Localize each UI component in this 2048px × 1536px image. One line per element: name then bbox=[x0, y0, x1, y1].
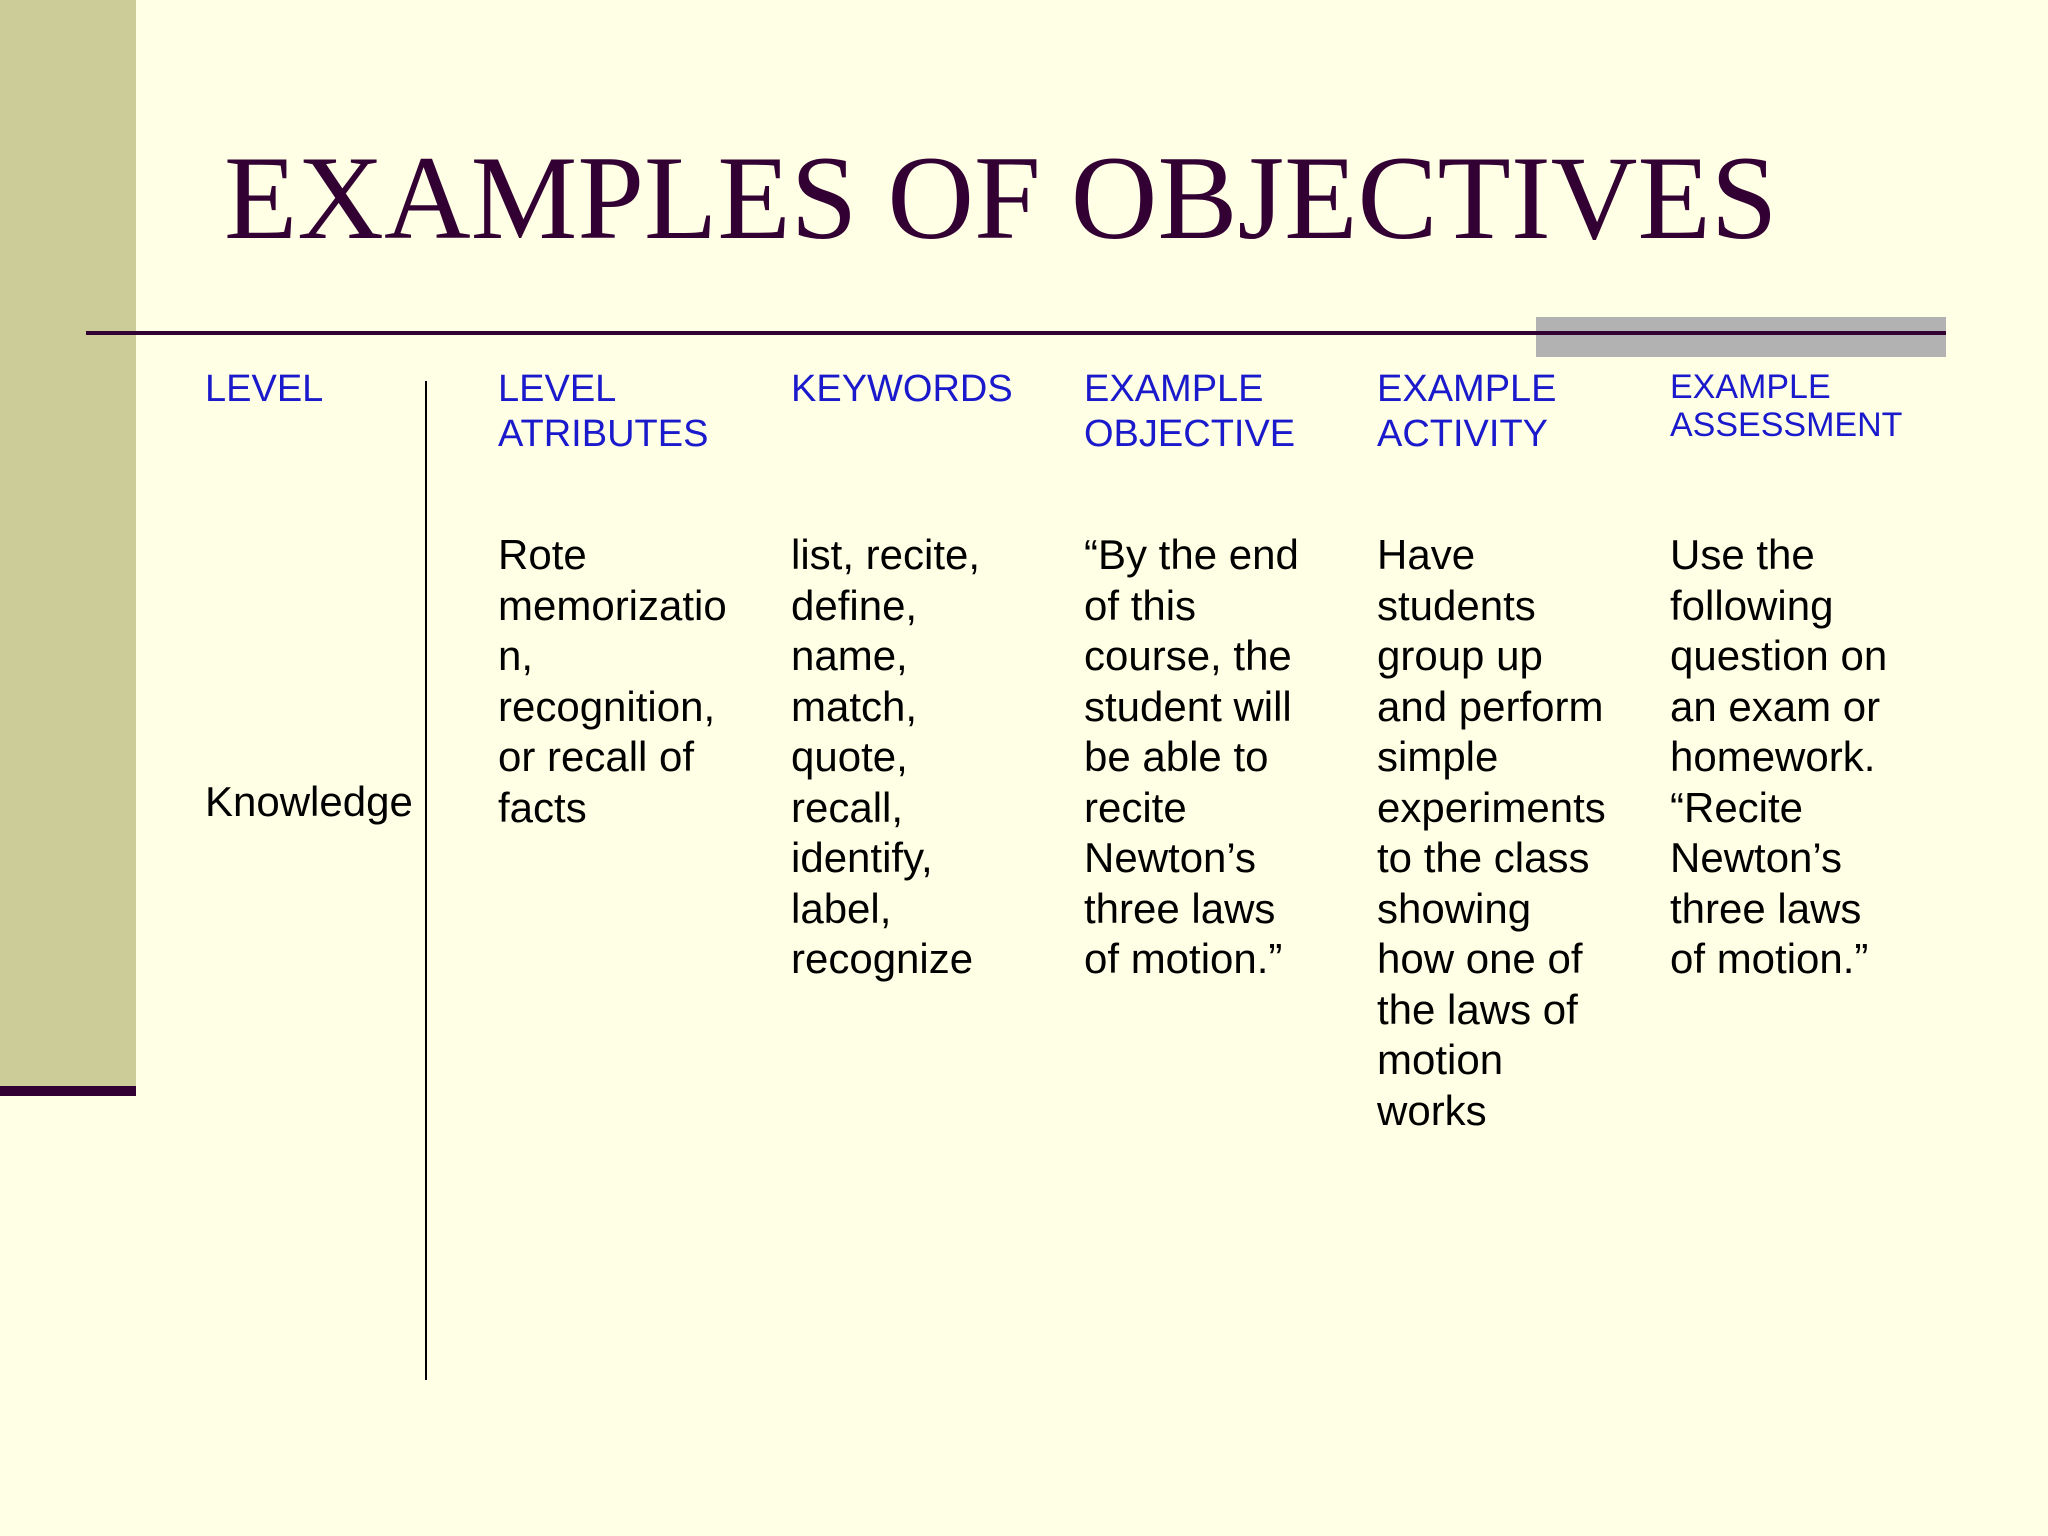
left-accent-band bbox=[0, 0, 136, 1086]
slide-title: EXAMPLES OF OBJECTIVES bbox=[224, 131, 1778, 264]
header-example-activity: EXAMPLE ACTIVITY bbox=[1377, 368, 1557, 455]
title-rule-accent bbox=[1536, 317, 1946, 357]
cell-keywords: list, recite, define, name, match, quote, recall, identify, label, recognize bbox=[791, 531, 981, 982]
title-rule-accent-line bbox=[1536, 331, 1946, 335]
header-level: LEVEL bbox=[205, 368, 324, 410]
header-keywords: KEYWORDS bbox=[791, 368, 1013, 410]
cell-example-objective: “By the end of this course, the student will be able to recite Newton’s three laws of motion.” bbox=[1084, 531, 1299, 982]
header-example-assessment: EXAMPLE ASSESSMENT bbox=[1670, 368, 1903, 444]
cell-example-assessment: Use the following question on an exam or homework. “Recite Newton’s three laws of motion.” bbox=[1670, 531, 1888, 982]
cell-example-activity: Have students group up and perform simple experiments to the class showing how one of the laws of motion works bbox=[1377, 531, 1606, 1134]
left-accent-rule bbox=[0, 1086, 136, 1096]
cell-level-attributes: Rote memorizatio n, recognition, or recall of facts bbox=[498, 531, 727, 831]
level-column-divider bbox=[425, 381, 427, 1380]
header-level-attributes: LEVEL ATRIBUTES bbox=[498, 368, 709, 455]
header-example-objective: EXAMPLE OBJECTIVE bbox=[1084, 368, 1296, 455]
cell-level: Knowledge bbox=[205, 778, 413, 825]
